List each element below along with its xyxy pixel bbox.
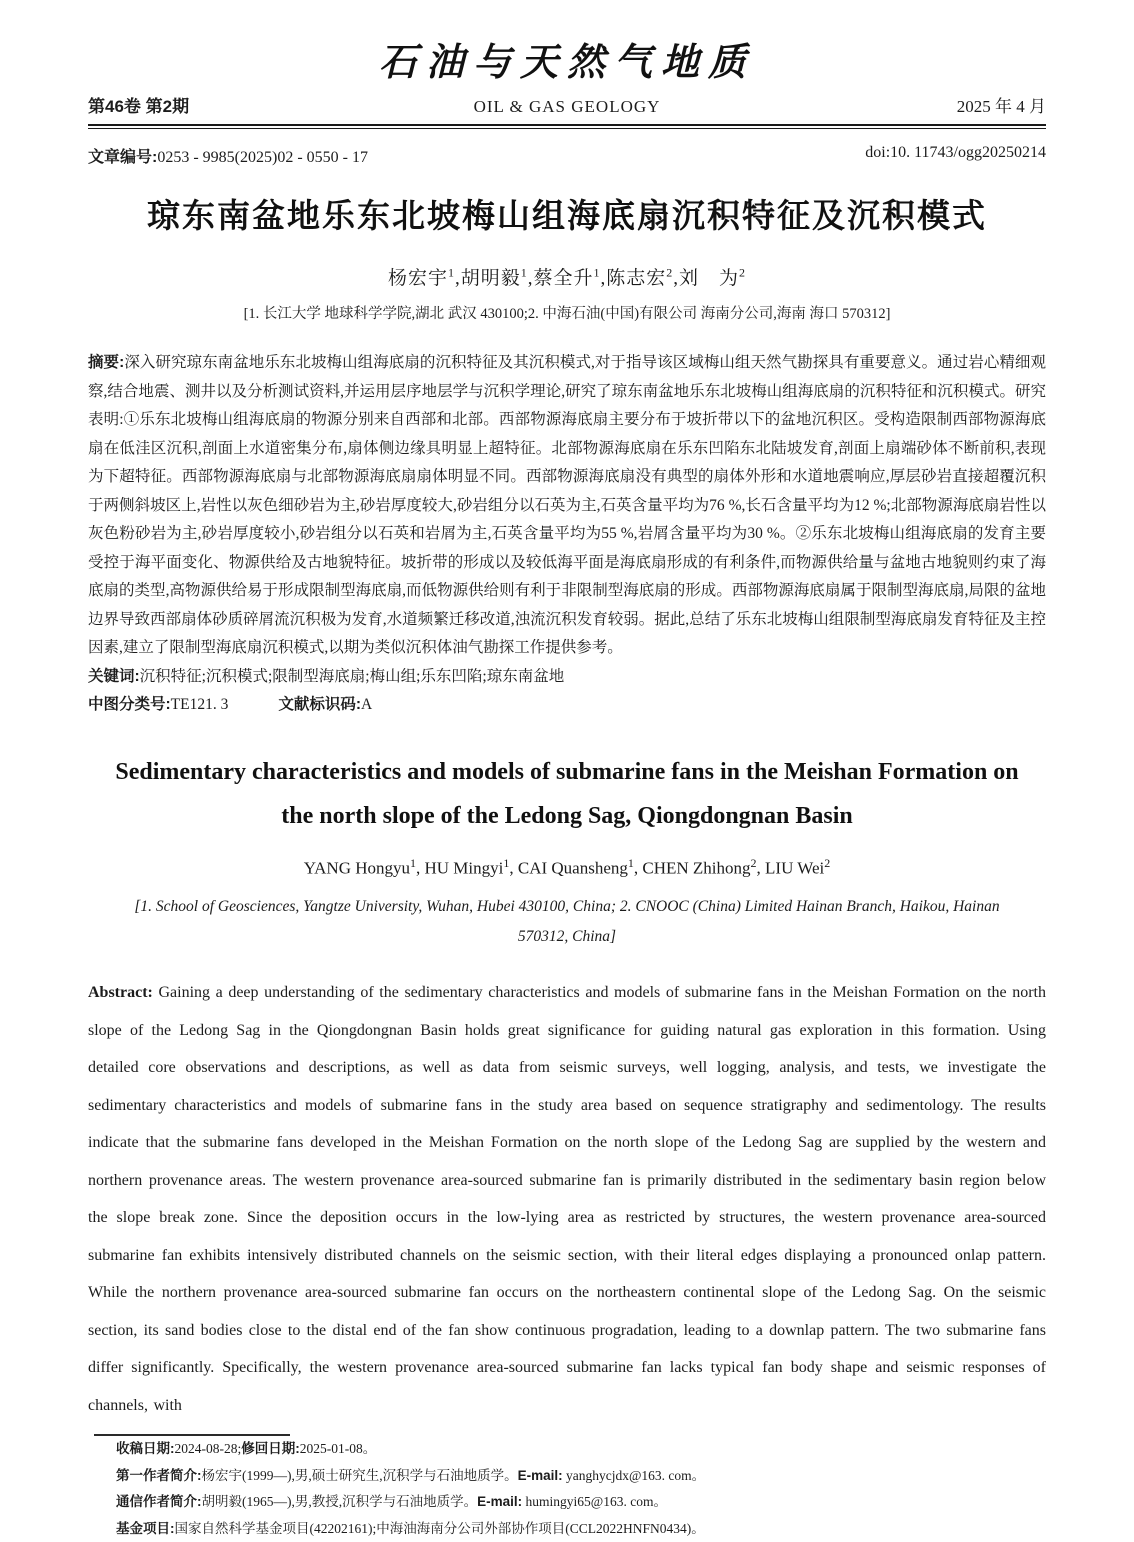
abstract-cn-text: 深入研究琼东南盆地乐东北坡梅山组海底扇的沉积特征及其沉积模式,对于指导该区域梅山组天然气勘探具有重要意义。通过岩心精细观察,结合地震、测井以及分析测试资料,并运用层序地层学与沉积学理论,研究了琼东南盆地乐东北坡梅山组海底扇的沉积特征和沉积模式。研究表明:①乐东北坡梅山组海底扇的物源分别来自西部和北部。西部物源海底扇主要分布于坡折带以下的盆地沉积区。受构造限制西部物源海底扇在低洼区沉积,剖面上水道密集分布,扇体侧边缘具明显上超特征。北部物源海底扇在乐东凹陷东北陆坡发育,剖面上扇端砂体不断前积,表现为下超特征。西部物源海底扇与北部物源海底扇扇体明显不同。西部物源海底扇没有典型的扇体外形和水道地震响应,厚层砂岩直接超覆沉积于两侧斜坡区上,岩性以灰色细砂岩为主,砂岩厚度较大,砂岩组分以石英为主,石英含量平均为76 %,长石含量平均为12 %;北部物源海底扇岩性以灰色粉砂岩为主,砂岩厚度较小,砂岩组分以石英和岩屑为主,石英含量平均为55 %,岩屑含量平均为30 %。②乐东北坡梅山组海底扇的发育主要受控于海平面变化、物源供给及古地貌特征。坡折带的形成以及较低海平面是海底扇形成的有利条件,而物源供给量与盆地古地貌则约束了海底扇的类型,高物源供给易于形成限制型海底扇,而低物源供给则有利于非限制型海底扇的形成。西部物源海底扇属于限制型海底扇,局限的盆地边界导致西部扇体砂质碎屑流沉积极为发育,水道频繁迁移改道,浊流沉积发育较弱。据此,总结了乐东北坡梅山组限制型海底扇发育特征及主控因素,建立了限制型海底扇沉积模式,以期为类似沉积体油气勘探工作提供参考。	[88, 354, 1046, 656]
author-name-en: , LIU Wei	[756, 858, 825, 878]
header-rule-thick	[88, 124, 1046, 126]
clc-row	[88, 691, 1046, 720]
author-name-en: YANG Hongyu	[303, 858, 410, 878]
article-number-value: 0253 - 9985(2025)02 - 0550 - 17	[157, 149, 368, 166]
footnote-first-author	[88, 1463, 1046, 1490]
volume-issue: 第46卷 第2期	[88, 97, 190, 116]
author-affil-sup: 2	[824, 855, 831, 870]
article-meta-row	[88, 144, 1046, 167]
paper-title-cn: 琼东南盆地乐东北坡梅山组海底扇沉积特征及沉积模式	[147, 197, 987, 234]
authors-cn	[88, 263, 1046, 290]
journal-info-row	[88, 92, 1046, 117]
abstract-cn	[88, 349, 1046, 663]
doi: doi:10. 11743/ogg20250214	[865, 144, 1046, 161]
email-label: E-mail:	[477, 1494, 523, 1510]
author-affil-sup: 2	[750, 855, 757, 870]
affiliation-en: [1. School of Geosciences, Yangtze University, Wuhan, Hubei 430100, China; 2. CNOOC (China) Limited Hainan Branch, Haikou, Hainan 570312, China]	[134, 898, 1000, 946]
corresponding-author-bio: 胡明毅(1965—),男,教授,沉积学与石油地质学。	[201, 1494, 478, 1510]
author-name-en: , CHEN Zhihong	[633, 858, 751, 878]
author-name: ,陈志宏	[600, 268, 667, 289]
abstract-cn-label: 摘要:	[88, 354, 125, 371]
header-rule-thin	[88, 128, 1046, 129]
keywords-text: 沉积特征;沉积模式;限制型海底扇;梅山组;乐东凹陷;琼东南盆地	[139, 667, 565, 685]
keywords-cn	[88, 663, 1046, 692]
author-name-en: , CAI Quansheng	[509, 858, 628, 878]
affiliation-cn: [1. 长江大学 地球科学学院,湖北 武汉 430100;2. 中海石油(中国)有限公司 海南分公司,海南 海口 570312]	[243, 306, 891, 322]
received-date-label: 收稿日期:	[116, 1441, 175, 1457]
revised-date-label: 修回日期:	[241, 1441, 300, 1457]
clc-label: 中图分类号:	[88, 696, 171, 713]
author-name: ,蔡全升	[527, 268, 594, 289]
first-author-label: 第一作者简介:	[116, 1467, 202, 1483]
footnote-funding	[88, 1516, 1046, 1542]
doc-code-value: A	[361, 696, 373, 713]
doc-code-label: 文献标识码:	[278, 696, 362, 713]
corresponding-author-email: humingyi65@163. com。	[522, 1494, 667, 1510]
journal-name-en: OIL & GAS GEOLOGY	[473, 97, 661, 116]
abstract-en-text: Gaining a deep understanding of the sedimentary characteristics and models of submarine fans in the Meishan Formation on the north slope of the Ledong Sag in the Qiongdongnan Basin holds great significance for guiding natural gas exploration in this formation. Using detailed core observations and descriptions, as well as data from seismic surveys, well logging, analysis, and tests, we investigate the sedimentary characteristics and models of submarine fans in the study area based on sequence stratigraphy and sedimentology. The results indicate that the submarine fans developed in the Meishan Formation on the north slope of the Ledong Sag are supplied by the western and northern provenance areas. The western provenance area-sourced submarine fan is primarily distributed in the sedimentary basin region below the slope break zone. Since the deposition occurs in the low-lying area as restricted by structures, the western provenance area-sourced submarine fan exhibits intensively distributed channels on the seismic section, with their literal edges displaying a pronounced onlap pattern. While the northern provenance area-sourced submarine fan occurs on the northeastern continental slope of the Ledong Sag. On the seismic section, its sand bodies close to the distal end of the fan show continuous progradation, leading to a downlap pattern. The two submarine fans differ significantly. Specifically, the western provenance area-sourced submarine fan lacks typical fan body shape and seismic responses of channels, with	[88, 984, 1046, 1414]
footnote-received-dates	[88, 1436, 1046, 1463]
issue-date: 2025 年 4 月	[956, 97, 1046, 116]
author-name: ,刘 为	[673, 268, 740, 289]
author-affil-sup: 1	[410, 855, 416, 870]
article-number	[88, 144, 368, 167]
keywords-label: 关键词:	[88, 667, 140, 685]
footnote-corresponding-author	[88, 1489, 1046, 1516]
author-name: ,胡明毅	[454, 268, 521, 289]
article-number-label: 文章编号:	[88, 149, 158, 166]
author-affil-sup: 1	[447, 265, 455, 280]
abstract-en-label: Abstract:	[88, 984, 153, 1002]
author-affil-sup: 1	[627, 855, 634, 870]
email-label: E-mail:	[517, 1467, 563, 1483]
author-affil-sup: 1	[503, 855, 510, 870]
author-name: 杨宏宇	[387, 268, 448, 289]
clc-value: TE121. 3	[170, 696, 229, 713]
author-affil-sup: 2	[739, 265, 747, 280]
author-name-en: , HU Mingyi	[416, 858, 504, 878]
funding-label: 基金项目:	[116, 1520, 175, 1536]
funding-text: 国家自然科学基金项目(42202161);中海油海南分公司外部协作项目(CCL2022HNFN0434)。	[174, 1520, 705, 1536]
author-affil-sup: 2	[666, 265, 674, 280]
corresponding-author-label: 通信作者简介:	[116, 1494, 202, 1510]
revised-date-value: 2025-01-08。	[299, 1441, 377, 1457]
author-affil-sup: 1	[520, 265, 528, 280]
paper-title-en: Sedimentary characteristics and models of submarine fans in the Meishan Formation on the north slope of the Ledong Sag, Qiongdongnan Basin	[115, 758, 1019, 829]
journal-calligraphy-logo: 石油与天然气地质	[378, 39, 755, 84]
first-author-bio: 杨宏宇(1999—),男,硕士研究生,沉积学与石油地质学。	[201, 1467, 518, 1483]
authors-en	[88, 856, 1046, 879]
footnotes	[88, 1434, 1046, 1542]
author-affil-sup: 1	[593, 265, 601, 280]
abstract-en	[88, 974, 1046, 1424]
first-author-email: yanghycjdx@163. com。	[562, 1467, 706, 1483]
received-date-value: 2024-08-28;	[174, 1441, 242, 1457]
